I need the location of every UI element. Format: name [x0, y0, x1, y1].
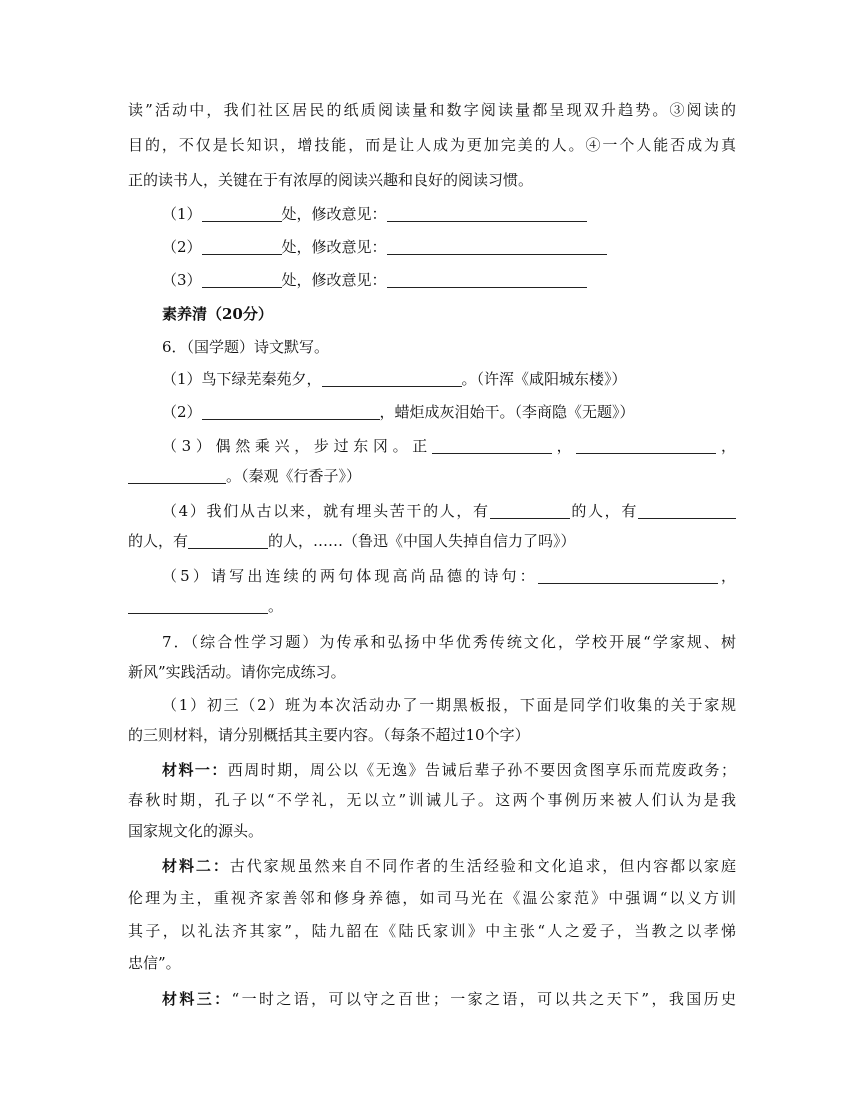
blank-field[interactable]	[202, 205, 282, 222]
text: ，	[716, 437, 736, 455]
text: 。（秦观《行香子》）	[226, 467, 362, 485]
blank-field[interactable]	[128, 467, 226, 484]
text: 的人，有	[569, 502, 638, 520]
text: “一时之语，可以守之百世；一家之语，可以共之天下”，我国历史	[231, 990, 736, 1008]
text: ，	[717, 567, 736, 585]
text-line	[128, 169, 736, 191]
blank-field[interactable]	[202, 238, 282, 255]
text: 西周时期，周公以《无逸》告诫后辈子孙不要因贪图享乐而荒废政务；	[227, 761, 736, 779]
question-line	[128, 724, 736, 746]
blank-field[interactable]	[188, 532, 268, 549]
text: 春秋时期，孔子以“不学礼，无以立”训诫儿子。这两个事例历来被人们认为是我	[128, 791, 736, 809]
blank-field[interactable]	[202, 271, 282, 288]
question-line	[128, 595, 736, 617]
text: 7．（综合性学习题）为传承和弘扬中华优秀传统文化，学校开展“学家规、树	[162, 633, 736, 651]
material-label: 材料一：	[162, 761, 228, 779]
item-number: （2）	[162, 238, 202, 256]
text: 古代家规虽然来自不同作者的生活经验和文化追求，但内容都以家庭	[229, 857, 736, 875]
blank-field[interactable]	[432, 437, 552, 454]
text: 6．（国学题）诗文默写。	[162, 338, 330, 356]
question-line	[162, 500, 736, 522]
blank-field[interactable]	[576, 437, 716, 454]
item-number: （3）	[162, 271, 202, 289]
answer-line-2	[162, 236, 736, 258]
text: 。	[268, 597, 284, 615]
question-line	[162, 401, 736, 423]
text: 素养清（20分）	[162, 305, 273, 323]
text: 的三则材料，请分别概括其主要内容。（每条不超过10个字）	[128, 726, 530, 744]
section-title	[162, 303, 736, 325]
text: 处，修改意见：	[281, 238, 387, 256]
material-line	[128, 887, 736, 909]
question-line	[162, 631, 736, 653]
text: 处，修改意见：	[281, 205, 387, 223]
text: （3）偶然乘兴，步过东冈。正	[162, 437, 432, 455]
text: 其子，以礼法齐其家”，陆九韶在《陆氏家训》中主张“人之爱子，当教之以孝悌	[128, 922, 736, 940]
text: （1）鸟下绿芜秦苑夕，	[162, 370, 322, 388]
text-line	[128, 134, 736, 156]
question-line	[128, 661, 736, 683]
text: 国家规文化的源头。	[128, 822, 264, 840]
material-line	[162, 988, 736, 1010]
blank-field[interactable]	[538, 567, 718, 584]
text: （5）请写出连续的两句体现高尚品德的诗句：	[162, 567, 538, 585]
text: 忠信”。	[128, 954, 181, 972]
blank-field[interactable]	[128, 597, 268, 614]
text: 的人，有	[128, 532, 189, 550]
text: （2）	[162, 403, 202, 421]
text: 读”活动中，我们社区居民的纸质阅读量和数字阅读量都呈现双升趋势。③阅读的	[128, 101, 736, 119]
material-line	[128, 820, 736, 842]
question-line	[162, 435, 736, 457]
text: （1）初三（2）班为本次活动办了一期黑板报，下面是同学们收集的关于家规	[162, 696, 736, 714]
text: ，	[551, 437, 577, 455]
question-line	[162, 565, 736, 587]
blank-field[interactable]	[322, 370, 462, 387]
blank-field[interactable]	[387, 205, 587, 222]
blank-field[interactable]	[387, 238, 607, 255]
text: ，蜡炬成灰泪始干。（李商隐《无题》）	[379, 403, 635, 421]
material-line	[162, 855, 736, 877]
material-label: 材料三：	[162, 990, 232, 1008]
text: （4）我们从古以来，就有埋头苦干的人，有	[162, 502, 490, 520]
item-number: （1）	[162, 205, 202, 223]
blank-field[interactable]	[387, 271, 587, 288]
material-label: 材料二：	[162, 857, 230, 875]
answer-line-1	[162, 203, 736, 225]
material-line	[128, 789, 736, 811]
blank-field[interactable]	[202, 403, 380, 420]
question-line	[128, 465, 736, 487]
text: 新风”实践活动。请你完成练习。	[128, 663, 346, 681]
question-line	[162, 694, 736, 716]
text: 伦理为主，重视齐家善邻和修身养德，如司马光在《温公家范》中强调“以义方训	[128, 889, 736, 907]
text: 处，修改意见：	[281, 271, 387, 289]
question-line	[128, 530, 736, 552]
question-title	[162, 336, 736, 358]
material-line	[128, 920, 736, 942]
question-line	[162, 368, 736, 390]
material-line	[128, 952, 736, 974]
blank-field[interactable]	[638, 502, 736, 519]
text: 。（许浑《咸阳城东楼》）	[461, 370, 627, 388]
text: 的人，……（鲁迅《中国人失掉自信力了吗》）	[268, 532, 576, 550]
text: 目的，不仅是长知识，增技能，而是让人成为更加完美的人。④一个人能否成为真	[128, 136, 736, 154]
answer-line-3	[162, 269, 736, 291]
text: 正的读书人，关键在于有浓厚的阅读兴趣和良好的阅读习惯。	[128, 171, 534, 189]
blank-field[interactable]	[490, 502, 570, 519]
text-line	[128, 99, 736, 121]
material-line	[162, 759, 736, 781]
